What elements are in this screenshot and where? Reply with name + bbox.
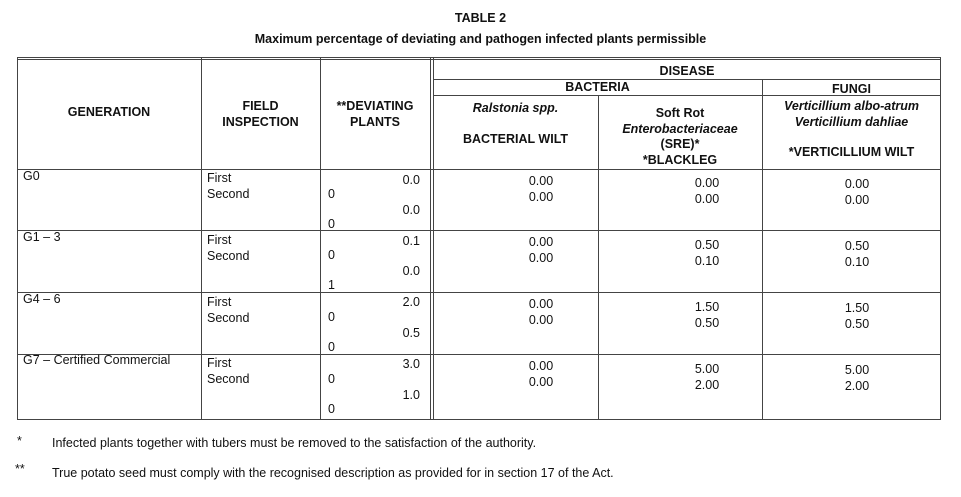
header-fungi: FUNGI: [832, 82, 871, 96]
value: 5.00: [694, 362, 720, 376]
header-verticillium-2: Verticillium dahliae: [794, 114, 909, 129]
value: 0.00: [844, 192, 870, 207]
header-field-line1: FIELD: [242, 99, 279, 113]
value: 1.50: [844, 301, 870, 315]
header-bottom-rule: [17, 169, 941, 170]
table-title: TABLE 2: [454, 11, 507, 25]
value: 0.00: [694, 176, 720, 190]
value: 2.00: [694, 377, 720, 392]
row-3-dev2: 1.0: [402, 388, 420, 402]
header-field-inspection: [201, 99, 320, 130]
header-disease: DISEASE: [659, 64, 715, 78]
footnote-1-mark: *: [17, 434, 22, 448]
row-1-verticillium: [762, 239, 952, 270]
row-1-dev-zero1: 0: [328, 248, 335, 262]
value: 0.00: [844, 177, 870, 191]
header-deviating-line2: PLANTS: [350, 114, 400, 129]
col-rule-3a: [430, 57, 431, 420]
header-ralstonia-name: Ralstonia spp.: [472, 101, 559, 115]
header-sre: (SRE)*: [660, 137, 700, 151]
header-soft-rot: [598, 106, 762, 168]
inspection-second: Second: [207, 310, 250, 325]
value: 1.50: [694, 300, 720, 314]
header-blackleg: *BLACKLEG: [642, 152, 718, 167]
row-3-dev-zero1: 0: [328, 372, 335, 386]
row-2-dev-zero2: 0: [328, 340, 335, 354]
row-0-dev1: 0.0: [402, 173, 420, 187]
value: 2.00: [844, 378, 870, 393]
row-3-verticillium: [762, 363, 952, 394]
value: 0.00: [528, 235, 554, 249]
row-0-dev-zero2: 0: [328, 217, 335, 231]
row-2-generation: G4 – 6: [23, 292, 61, 306]
value: 0.00: [528, 297, 554, 311]
row-3-dev1: 3.0: [402, 357, 420, 371]
row-3-generation: G7 – Certified Commercial: [23, 353, 171, 367]
inspection-first: First: [207, 171, 232, 185]
row-2-dev-zero1: 0: [328, 310, 335, 324]
row-2-inspections: [207, 295, 249, 326]
row-rule-1: [17, 230, 941, 231]
row-1-dev1: 0.1: [402, 234, 420, 248]
footnote-2-text: True potato seed must comply with the recognised description as provided for in section 17 of the Act.: [52, 466, 614, 480]
row-2-dev1: 2.0: [402, 295, 420, 309]
row-0-inspections: [207, 171, 249, 202]
row-2-verticillium: [762, 301, 952, 332]
value: 0.00: [528, 174, 554, 188]
footnote-1-text: Infected plants together with tubers must be removed to the satisfaction of the authority.: [52, 436, 537, 450]
inspection-first: First: [207, 356, 232, 370]
table-border-top: [17, 57, 941, 58]
row-1-dev2: 0.0: [402, 264, 420, 278]
row-0-verticillium: [762, 177, 952, 208]
row-0-generation: G0: [23, 169, 40, 183]
inspection-second: Second: [207, 371, 250, 386]
value: 0.00: [528, 312, 554, 327]
header-bacteria: BACTERIA: [565, 80, 630, 94]
value: 0.00: [528, 189, 554, 204]
value: 0.00: [694, 191, 720, 206]
header-verticillium-1: Verticillium albo-atrum: [784, 99, 919, 113]
header-deviating-line1: **DEVIATING: [336, 99, 414, 113]
header-ralstonia: [433, 101, 598, 147]
value: 0.50: [844, 239, 870, 253]
header-bacterial-wilt: BACTERIAL WILT: [462, 131, 569, 146]
inspection-second: Second: [207, 248, 250, 263]
header-verticillium: [762, 99, 941, 161]
row-1-inspections: [207, 233, 249, 264]
value: 0.00: [528, 374, 554, 389]
value: 0.10: [694, 253, 720, 268]
value: 0.50: [844, 316, 870, 331]
table-subtitle: Maximum percentage of deviating and pathogen infected plants permissible: [254, 32, 707, 46]
value: 0.50: [694, 315, 720, 330]
row-rule-2: [17, 292, 941, 293]
value: 0.00: [528, 250, 554, 265]
header-soft-rot-name: Soft Rot: [655, 106, 705, 120]
row-0-dev-zero1: 0: [328, 187, 335, 201]
table-border-top-inner: [17, 59, 941, 60]
inspection-first: First: [207, 295, 232, 309]
row-0-dev2: 0.0: [402, 203, 420, 217]
row-2-dev2: 0.5: [402, 326, 420, 340]
value: 0.00: [528, 359, 554, 373]
header-deviating-plants: [320, 99, 430, 130]
table-border-bottom: [17, 419, 941, 420]
row-1-dev-zero2: 1: [328, 278, 335, 292]
value: 0.50: [694, 238, 720, 252]
header-generation: GENERATION: [67, 105, 151, 119]
value: 0.10: [844, 254, 870, 269]
header-field-line2: INSPECTION: [222, 114, 299, 129]
header-verticillium-wilt: *VERTICILLIUM WILT: [788, 145, 915, 159]
inspection-second: Second: [207, 186, 250, 201]
header-enterobacteriaceae: Enterobacteriaceae: [622, 121, 738, 136]
row-1-generation: G1 – 3: [23, 230, 61, 244]
value: 5.00: [844, 363, 870, 377]
inspection-first: First: [207, 233, 232, 247]
row-3-inspections: [207, 356, 249, 387]
row-3-dev-zero2: 0: [328, 402, 335, 416]
requirements-table: [17, 57, 941, 420]
footnote-2-mark: **: [15, 462, 25, 476]
